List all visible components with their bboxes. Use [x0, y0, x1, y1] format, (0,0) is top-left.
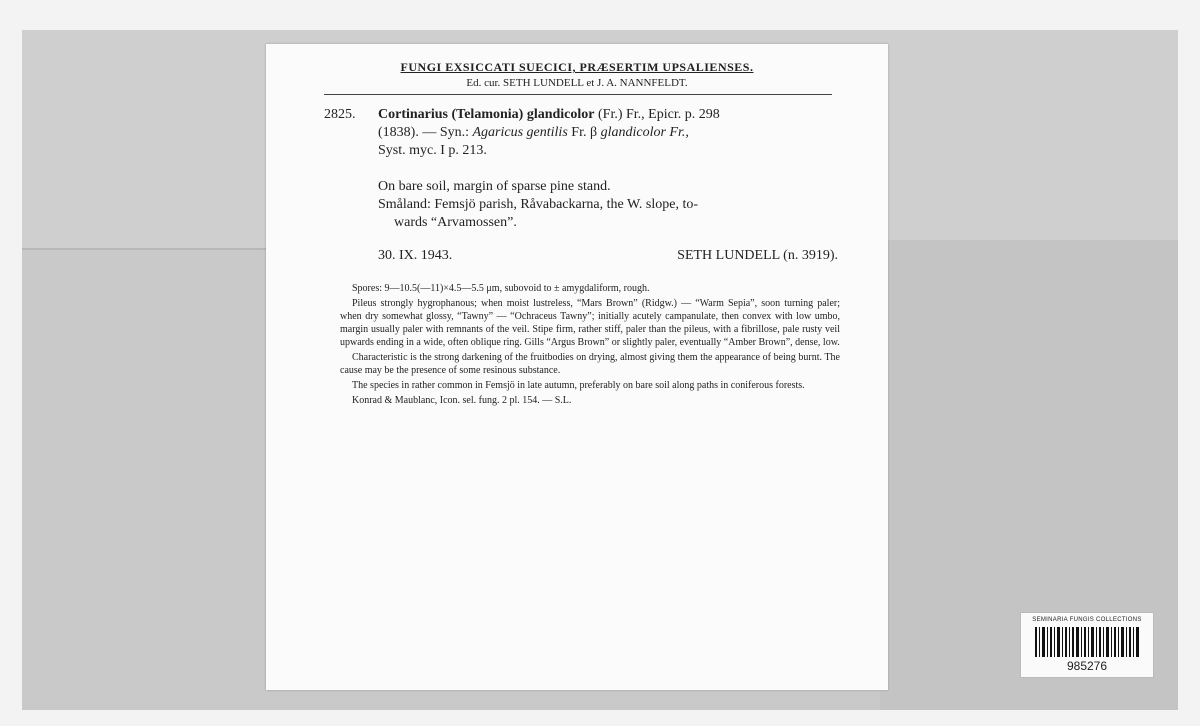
collection-date: 30. IX. 1943.	[378, 248, 453, 263]
notes-paragraph: Pileus strongly hygrophanous; when moist lustreless, “Mars Brown” (Ridgw.) — “Warm Sepia”, soon turning paler; when dry somewhat glossy, “Tawny” — “Ochraceus Tawny”; initially acutely campanulate, then convex with low umbo, margin usually paler with remnants of the veil. Stipe firm, rather stiff, paler than the pileus, with a fibrillose, pale rusty veil upwards ending in a wide, often oblique ring. Gills “Argus Brown” or slightly paler, eventually “Amber Brown”, dense, low.	[340, 298, 840, 348]
barcode-number: 985276	[1066, 659, 1108, 673]
synonym-name: Agaricus gentilis	[472, 125, 568, 140]
synonym-reference: Syst. myc. I p. 213.	[378, 143, 487, 158]
habitat-text: On bare soil, margin of sparse pine stand.	[378, 179, 611, 194]
notes-paragraph: Spores: 9—10.5(—11)×4.5—5.5 μm, subovoid to ± amygdaliform, rough.	[352, 283, 650, 294]
notes-paragraph: Characteristic is the strong darkening of the fruitbodies on drying, almost giving them the appearance of being burnt. The cause may be the presence of some resinous substance.	[340, 352, 840, 376]
synonym-author: Fr. β	[567, 125, 601, 140]
barcode-label	[1020, 612, 1154, 678]
description-notes	[340, 282, 840, 409]
locality-text-cont: wards “Arvamossen”.	[394, 215, 517, 230]
label-header	[266, 60, 888, 89]
taxon-name: Cortinarius (Telamonia) glandicolor	[378, 107, 595, 122]
entry-number: 2825.	[324, 107, 356, 122]
notes-paragraph: Konrad & Maublanc, Icon. sel. fung. 2 pl. 154. — S.L.	[352, 395, 572, 406]
habitat-block	[378, 178, 838, 232]
editors-line: Ed. cur. SETH LUNDELL et J. A. NANNFELDT.	[466, 77, 688, 89]
collector: SETH LUNDELL (n. 3919).	[677, 248, 838, 263]
barcode-icon	[1035, 627, 1139, 657]
locality-text: Småland: Femsjö parish, Råvabackarna, the W. slope, to-	[378, 197, 698, 212]
series-title: FUNGI EXSICCATI SUECICI, PRÆSERTIM UPSALIENSES.	[400, 60, 754, 74]
taxon-citation	[378, 106, 838, 160]
header-rule	[324, 94, 832, 95]
barcode-title: SEMINARIA FUNGIS COLLECTIONS	[1032, 617, 1142, 623]
synonym-prefix: (1838). — Syn.:	[378, 125, 473, 140]
specimen-label	[266, 44, 888, 690]
taxon-author: (Fr.) Fr., Epicr. p. 298	[594, 107, 720, 122]
notes-paragraph: The species in rather common in Femsjö in late autumn, preferably on bare soil along paths in coniferous forests.	[352, 380, 805, 391]
handwritten-annotation: glandicolor Fr.,	[600, 125, 689, 140]
